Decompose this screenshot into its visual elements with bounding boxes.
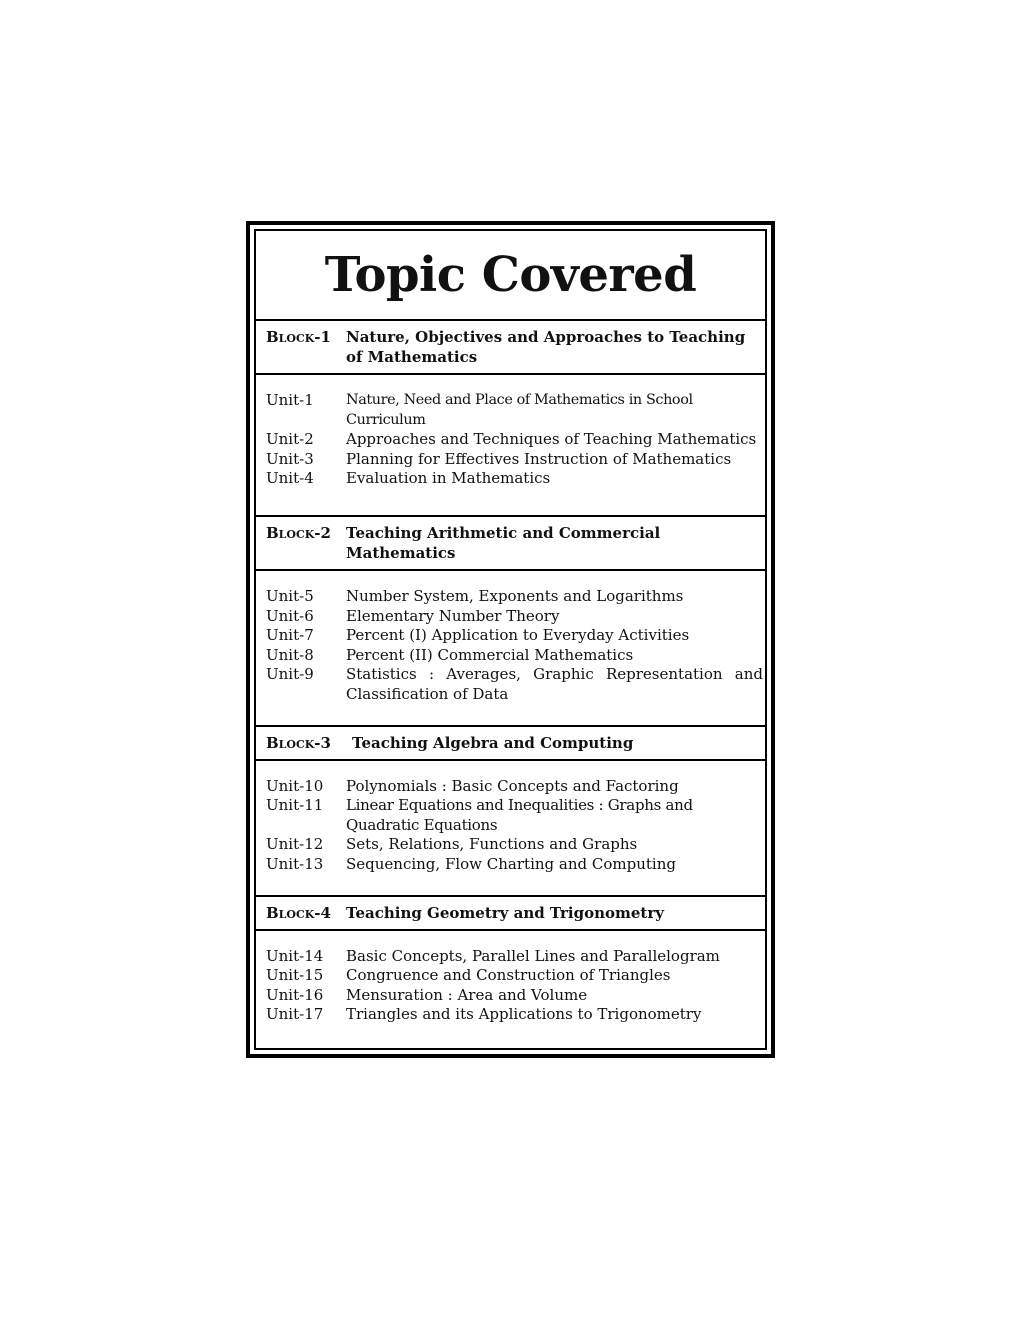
unit-title: Percent (I) Application to Everyday Activities [346,626,690,645]
unit-number: Unit-10 [266,776,324,795]
list-item [266,430,765,450]
unit-title: Percent (II) Commercial Mathematics [346,645,634,664]
unit-number: Unit-15 [266,966,324,985]
block-header-2 [256,517,765,571]
unit-number: Unit-3 [266,449,314,468]
unit-title: Mensuration : Area and Volume [346,985,588,1004]
unit-list-2 [256,571,765,727]
unit-list-4 [256,931,765,1045]
list-item [266,607,765,627]
unit-number: Unit-6 [266,606,314,625]
unit-title: Planning for Effectives Instruction of Mathematics [346,449,732,468]
unit-number: Unit-1 [266,391,314,409]
unit-title: Statistics : Averages, Graphic Representation and Classification of Data [346,665,763,703]
block-title: Nature, Objectives and Approaches to Teaching of Mathematics [346,328,746,366]
block-title: Teaching Algebra and Computing [352,733,634,752]
unit-number: Unit-11 [266,796,324,815]
unit-title: Linear Equations and Inequalities : Graphs and Quadratic Equations [346,796,693,834]
unit-title: Sets, Relations, Functions and Graphs [346,835,638,854]
list-item [266,450,765,470]
list-item [266,835,765,855]
list-item [266,1005,765,1025]
unit-title: Sequencing, Flow Charting and Computing [346,854,676,873]
page-title: Topic Covered [324,247,697,303]
unit-title: Polynomials : Basic Concepts and Factoring [346,776,679,795]
unit-title: Evaluation in Mathematics [346,469,551,488]
topics-inner-frame [254,229,767,1050]
list-item [266,796,765,835]
unit-number: Unit-12 [266,835,324,854]
block-label: Block-3 [266,733,331,752]
block-title: Teaching Arithmetic and Commercial Mathematics [346,523,661,562]
topics-frame [246,221,775,1058]
list-item [266,947,765,967]
unit-number: Unit-16 [266,985,324,1004]
unit-number: Unit-2 [266,430,314,449]
block-label: Block-1 [266,328,331,346]
list-item [266,391,765,430]
list-item [266,626,765,646]
block-label: Block-4 [266,903,331,922]
list-item [266,665,765,704]
list-item [266,855,765,875]
unit-number: Unit-5 [266,586,314,605]
list-item [266,966,765,986]
unit-number: Unit-9 [266,665,314,684]
unit-title: Basic Concepts, Parallel Lines and Parallelogram [346,946,720,965]
unit-number: Unit-8 [266,645,314,664]
unit-title: Triangles and its Applications to Trigonometry [346,1005,702,1024]
block-header-4 [256,897,765,931]
unit-number: Unit-4 [266,469,314,488]
list-item [266,469,765,489]
unit-number: Unit-7 [266,626,314,645]
unit-title: Number System, Exponents and Logarithms [346,586,684,605]
block-header-1 [256,321,765,375]
unit-title: Congruence and Construction of Triangles [346,966,671,985]
unit-title: Nature, Need and Place of Mathematics in School Curriculum [346,392,693,428]
list-item [266,587,765,607]
unit-number: Unit-14 [266,946,324,965]
list-item [266,986,765,1006]
title-box [256,231,765,321]
unit-list-1 [256,375,765,517]
unit-number: Unit-13 [266,854,324,873]
block-header-3 [256,727,765,761]
unit-title: Elementary Number Theory [346,606,560,625]
block-title: Teaching Geometry and Trigonometry [346,903,664,922]
unit-number: Unit-17 [266,1005,324,1024]
unit-title: Approaches and Techniques of Teaching Mathematics [346,430,757,449]
list-item [266,777,765,797]
unit-list-3 [256,761,765,897]
list-item [266,646,765,666]
block-label: Block-2 [266,523,331,542]
